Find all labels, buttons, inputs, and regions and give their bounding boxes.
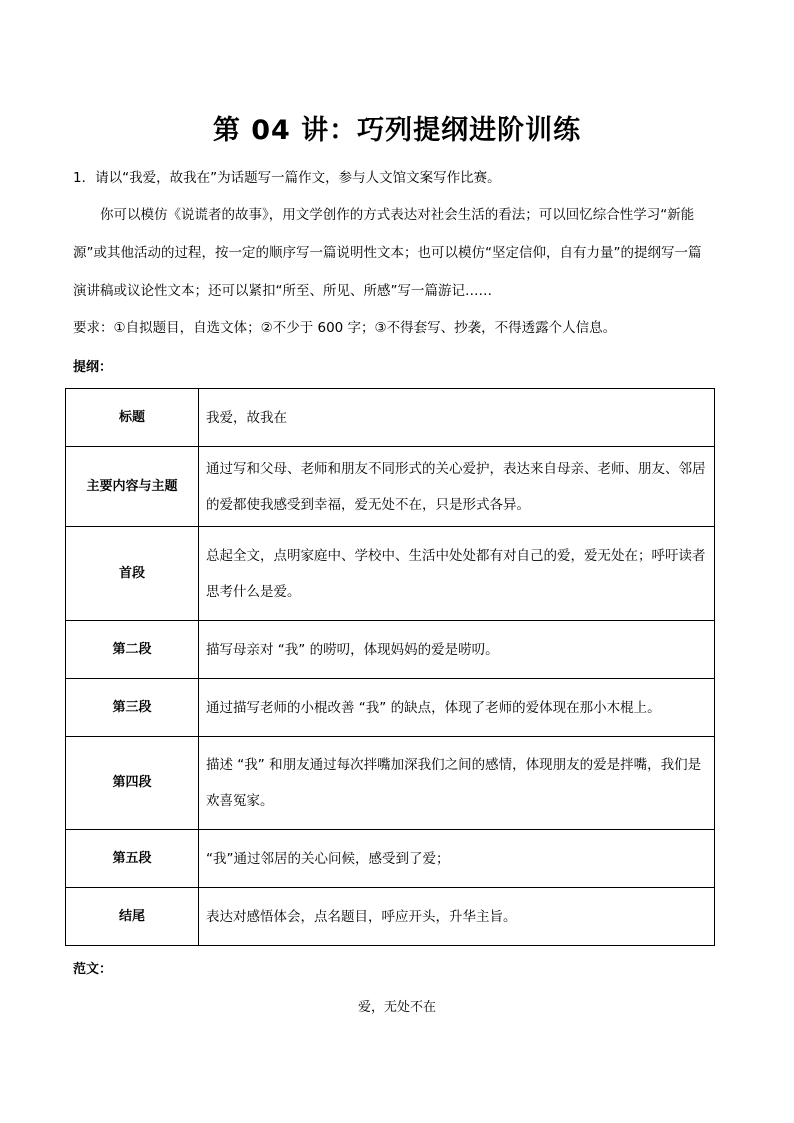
- page-title: 第 04 讲：巧列提纲进阶训练: [212, 115, 582, 146]
- outline-label: 提纲：: [73, 360, 113, 375]
- row-value: 通过写和父母、老师和朋友不同形式的关心爱护，表达来自母亲、老师、朋友、邻居的爱都使我感受到幸福，爱无处不在，只是形式各异。: [199, 447, 715, 527]
- requirements-line: 要求：①自拟题目，自选文体；②不少于 600 字；③不得套写、抄袭，不得透露个人信息。: [73, 320, 617, 336]
- row-value: 描述 “我” 和朋友通过每次拌嘴加深我们之间的感情，体现朋友的爱是拌嘴，我们是欢喜冤家。: [199, 737, 715, 830]
- row-value: 描写母亲对 “我” 的唠叨，体现妈妈的爱是唠叨。: [199, 621, 715, 679]
- row-value: 通过描写老师的小棍改善 “我” 的缺点，体现了老师的爱体现在那小木棍上。: [199, 679, 715, 737]
- row-key: 第二段: [66, 621, 199, 679]
- prompt-line-2: 源”或其他活动的过程，按一定的顺序写一篇说明性文本；也可以模仿“坚定信仰，自有力量”的提纲写一篇: [73, 245, 702, 261]
- essay-label: 范文：: [73, 962, 113, 977]
- row-value: 总起全文，点明家庭中、学校中、生活中处处都有对自己的爱，爱无处在；呼吁读者思考什么是爱。: [199, 527, 715, 621]
- table-row: [66, 679, 715, 737]
- question-line: 1．请以“我爱，故我在”为话题写一篇作文，参与人文馆文案写作比赛。: [73, 170, 501, 186]
- table-row: [66, 447, 715, 527]
- prompt-line-1: 你可以模仿《说谎者的故事》，用文学创作的方式表达对社会生活的看法；可以回忆综合性学习“新能: [100, 207, 695, 223]
- row-key: 结尾: [66, 888, 199, 946]
- table-row: [66, 527, 715, 621]
- row-key: 首段: [66, 527, 199, 621]
- row-value: 表达对感悟体会，点名题目，呼应开头，升华主旨。: [199, 888, 715, 946]
- row-key: 第三段: [66, 679, 199, 737]
- essay-title: 爱，无处不在: [357, 1000, 436, 1015]
- table-row: [66, 830, 715, 888]
- table-row: [66, 621, 715, 679]
- row-value: 我爱，故我在: [199, 389, 715, 447]
- table-row: [66, 389, 715, 447]
- row-key: 主要内容与主题: [66, 447, 199, 527]
- row-key: 第五段: [66, 830, 199, 888]
- table-row: [66, 888, 715, 946]
- outline-table: [65, 388, 715, 946]
- row-key: 第四段: [66, 737, 199, 830]
- row-key: 标题: [66, 389, 199, 447]
- row-value: “我”通过邻居的关心问候，感受到了爱；: [199, 830, 715, 888]
- table-row: [66, 737, 715, 830]
- prompt-line-3: 演讲稿或议论性文本；还可以紧扣“所至、所见、所感”写一篇游记……: [73, 283, 492, 299]
